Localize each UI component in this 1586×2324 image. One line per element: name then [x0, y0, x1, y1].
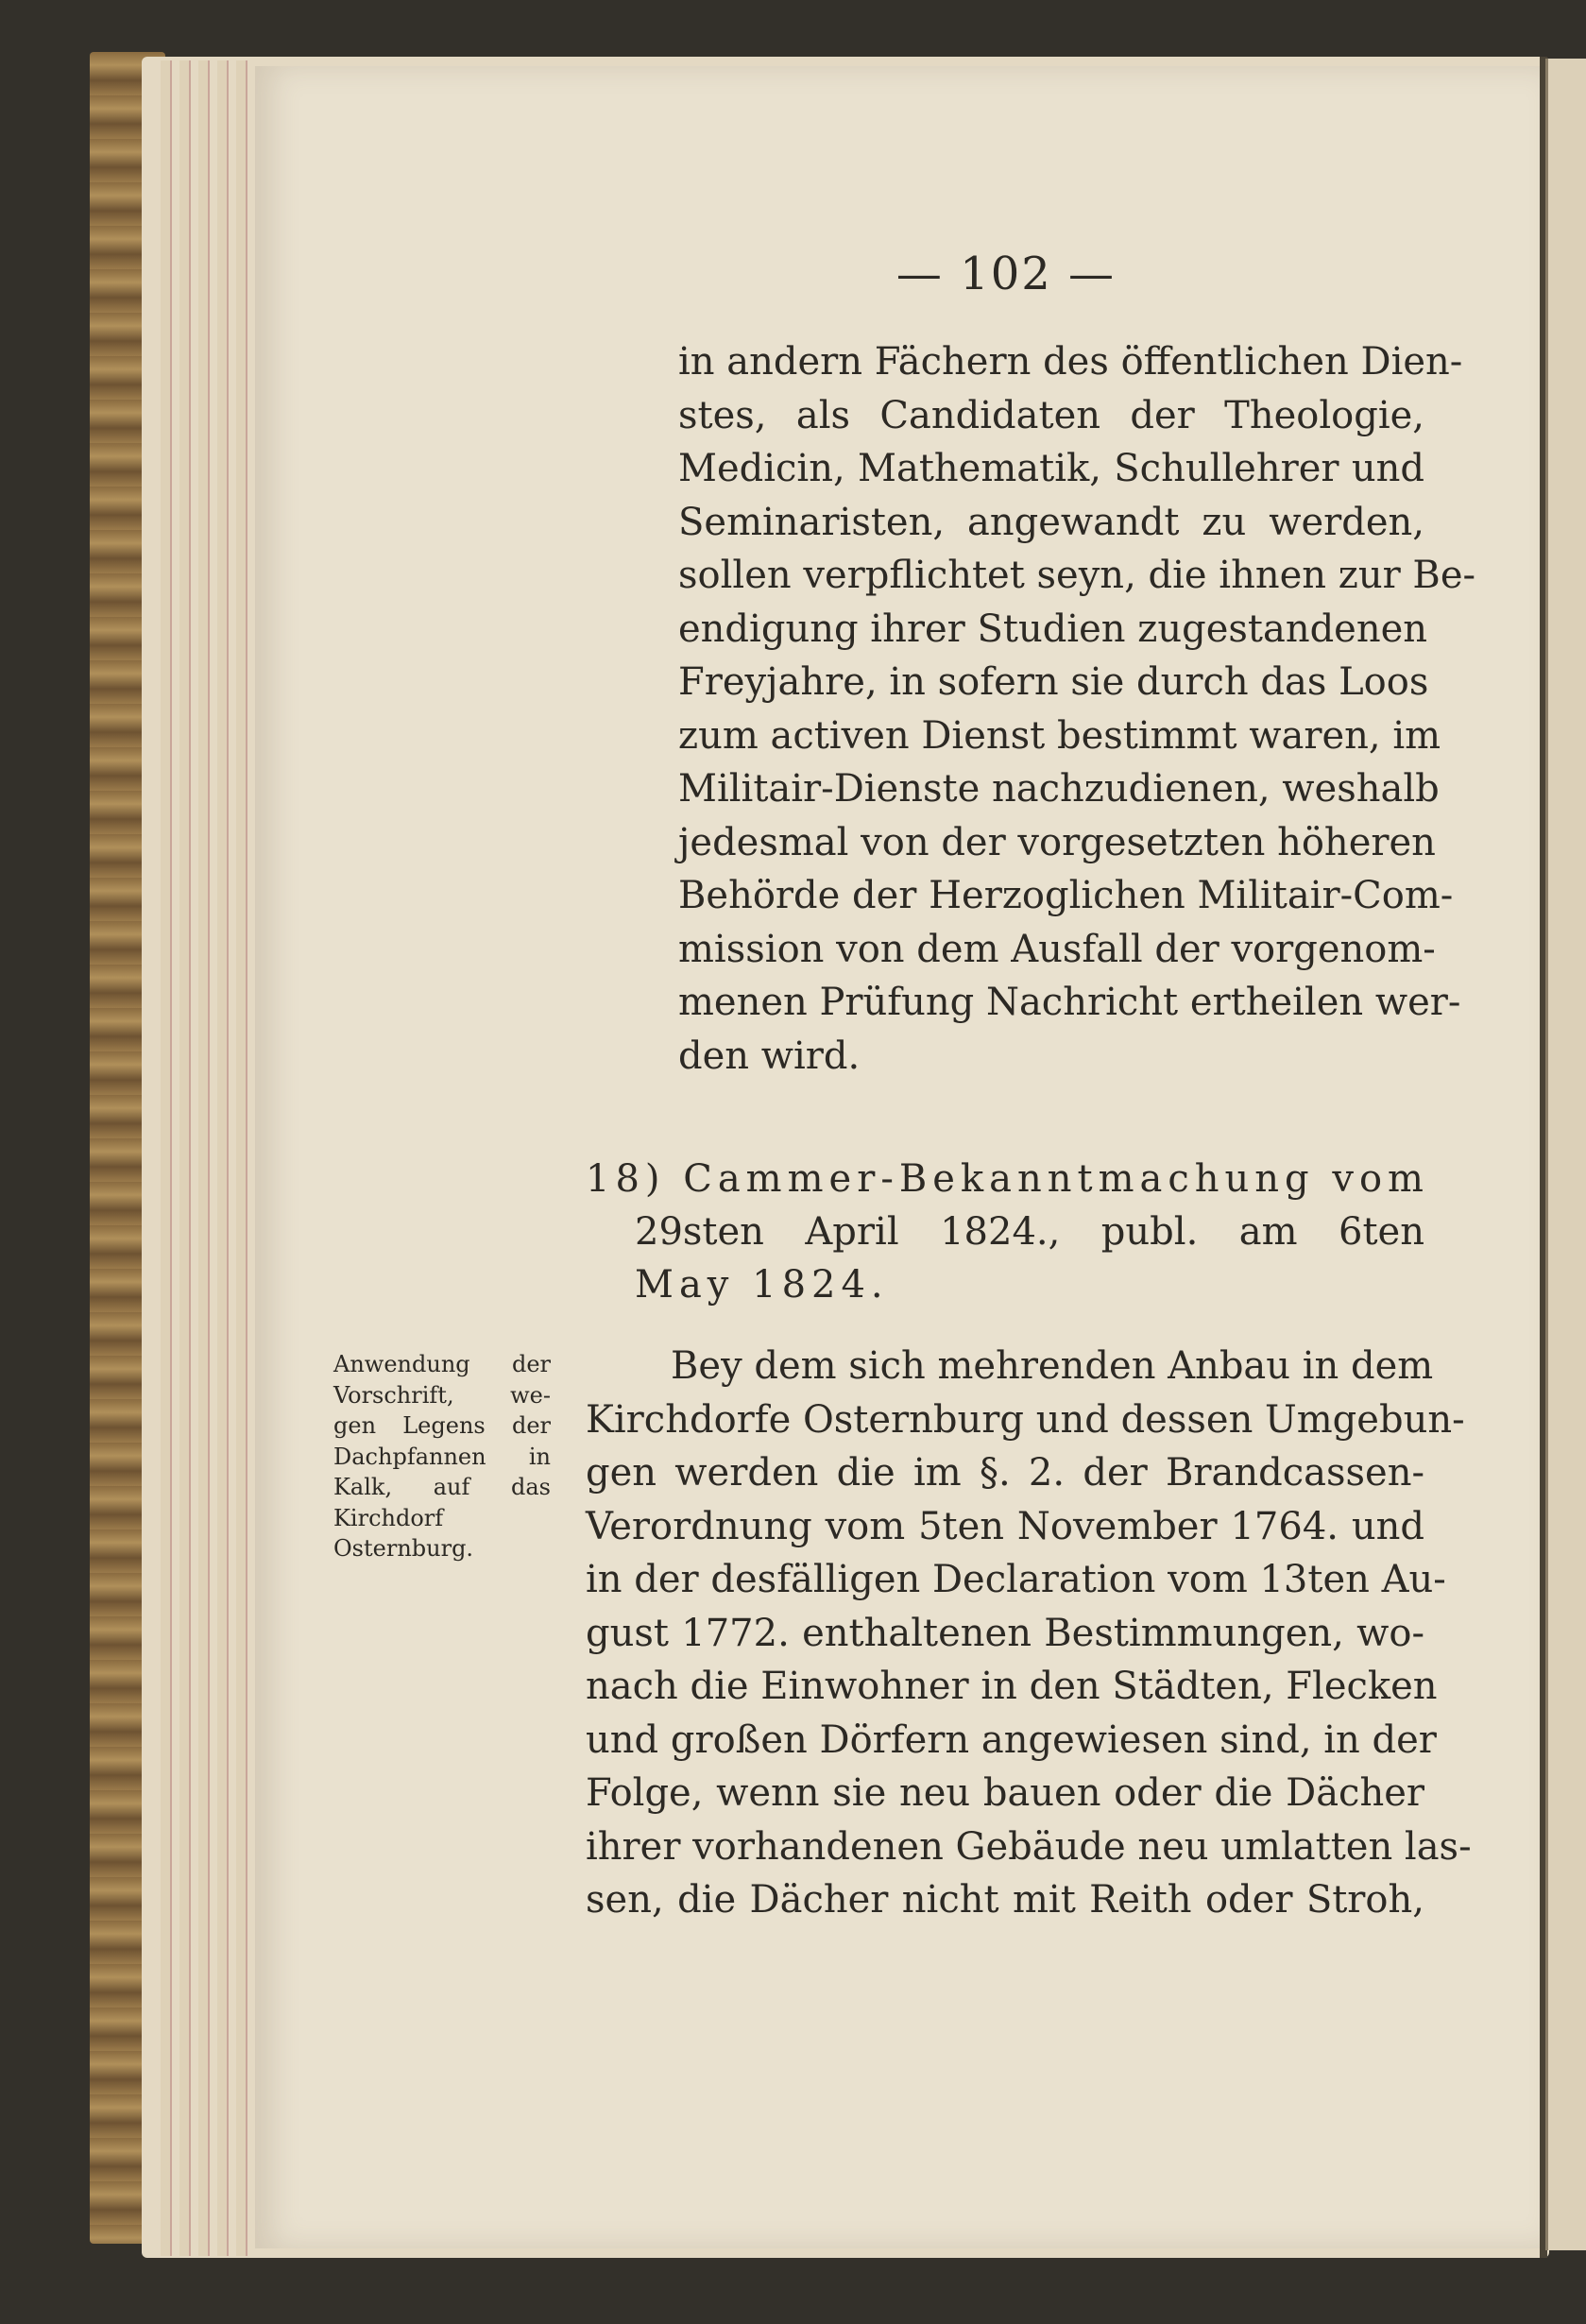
- page-edge: [161, 60, 172, 2256]
- text-line: Behörde der Herzoglichen Militair-Com-: [678, 874, 1454, 917]
- text-line: Militair-Dienste nachzudienen, weshalb: [678, 767, 1440, 811]
- margin-note-line: Dachpfannen in: [333, 1443, 551, 1470]
- next-page-edge: [1545, 59, 1586, 2250]
- margin-note-line: Osternburg.: [333, 1535, 474, 1562]
- margin-note: [333, 1349, 551, 1564]
- margin-note-line: Vorschrift, we-: [333, 1381, 551, 1409]
- text-line: Verordnung vom 5ten November 1764. und: [586, 1504, 1424, 1548]
- text-line: stes, als Candidaten der Theologie,: [678, 393, 1424, 437]
- text-line: Seminaristen, angewandt zu werden,: [678, 500, 1424, 544]
- page-number-header: — 102 —: [895, 248, 1117, 300]
- paragraph-main: [586, 1340, 1472, 1927]
- text-line: nach die Einwohner in den Städten, Flecken: [586, 1665, 1438, 1708]
- text-line: Folge, wenn sie neu bauen oder die Dächer: [586, 1771, 1424, 1815]
- text-line: Kirchdorfe Osternburg und dessen Umgebun-: [586, 1397, 1465, 1442]
- text-line: zum activen Dienst bestimmt waren, im: [678, 713, 1441, 758]
- page-edge: [179, 60, 191, 2256]
- text-line: Medicin, Mathematik, Schullehrer und: [678, 447, 1424, 490]
- text-line: in der desfälligen Declaration vom 13ten Au-: [586, 1558, 1446, 1601]
- text-line: sollen verpflichtet seyn, die ihnen zur Be-: [678, 554, 1476, 597]
- text-line: gen werden die im §. 2. der Brandcassen-: [586, 1451, 1424, 1495]
- section-title-line: 18) Cammer-Bekanntmachung vom: [586, 1157, 1429, 1201]
- text-line: menen Prüfung Nachricht ertheilen wer-: [678, 981, 1461, 1024]
- margin-note-line: Anwendung der: [333, 1351, 551, 1377]
- text-line: Bey dem sich mehrenden Anbau in dem: [671, 1344, 1434, 1388]
- text-line: jedesmal von der vorgesetzten höheren: [678, 820, 1436, 864]
- text-line: den wird.: [678, 1034, 861, 1078]
- text-line: sen, die Dächer nicht mit Reith oder Stroh,: [586, 1878, 1424, 1922]
- page-edge: [217, 60, 229, 2256]
- text-line: endigung ihrer Studien zugestandenen: [678, 607, 1428, 651]
- text-line: mission von dem Ausfall der vorgenom-: [678, 927, 1436, 971]
- section-title-line: May 1824.: [635, 1263, 889, 1307]
- page-edge: [198, 60, 210, 2256]
- paragraph-continued: [678, 335, 1476, 1083]
- page-edge: [236, 60, 247, 2256]
- section-heading: [586, 1153, 1429, 1311]
- text-line: ihrer vorhandenen Gebäude neu umlatten las-: [586, 1824, 1472, 1869]
- section-title-line: 29sten April 1824., publ. am 6ten: [635, 1210, 1424, 1254]
- text-line: in andern Fächern des öffentlichen Dien-: [678, 340, 1463, 384]
- margin-note-line: Kalk, auf das: [333, 1474, 551, 1500]
- text-line: gust 1772. enthaltenen Bestimmungen, wo-: [586, 1611, 1424, 1655]
- text-line: und großen Dörfern angewiesen sind, in der: [586, 1717, 1437, 1762]
- margin-note-line: gen Legens der: [333, 1412, 551, 1439]
- margin-note-line: Kirchdorf: [333, 1504, 444, 1531]
- text-line: Freyjahre, in sofern sie durch das Loos: [678, 660, 1429, 704]
